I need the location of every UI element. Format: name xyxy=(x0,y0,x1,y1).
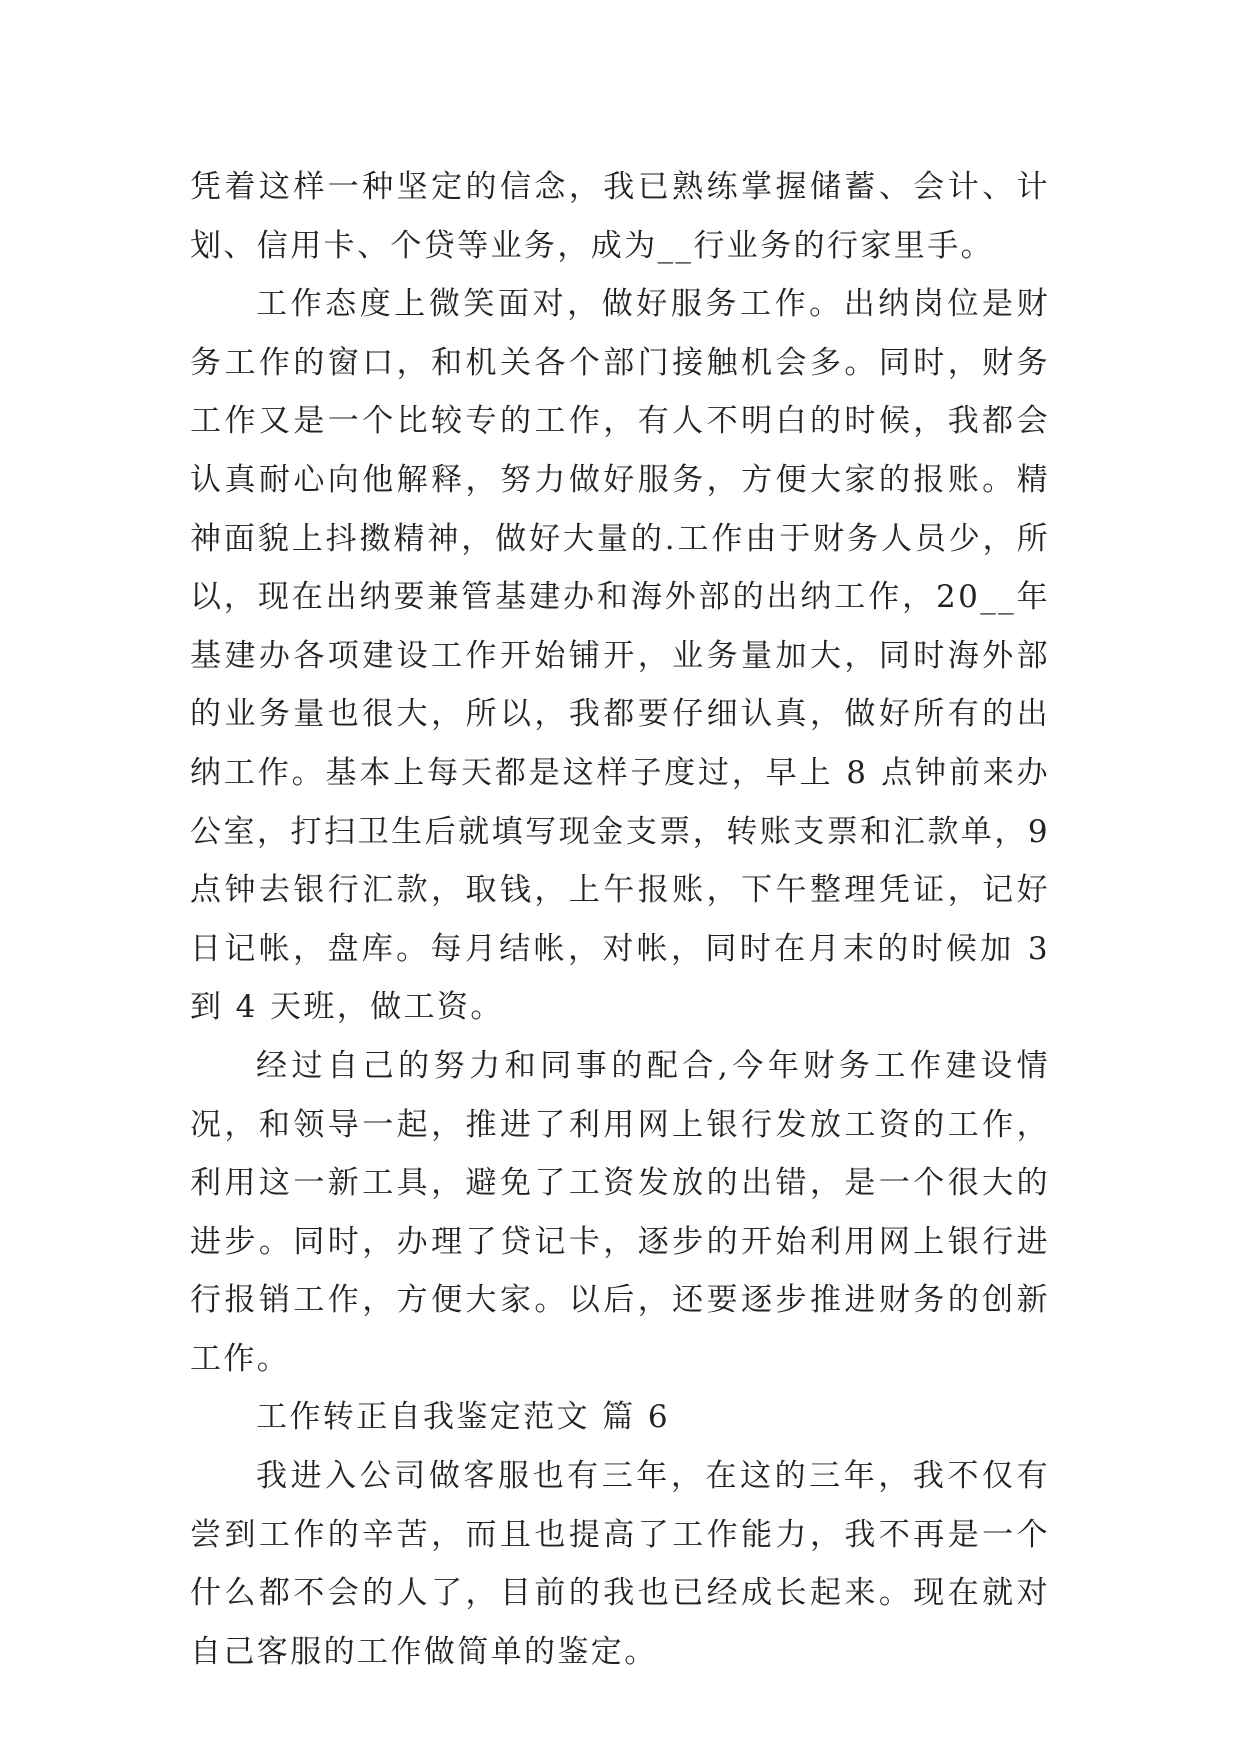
paragraph-customer-service: 我进入公司做客服也有三年，在这的三年，我不仅有尝到工作的辛苦，而且也提高了工作能力，我不再是一个什么都不会的人了，目前的我也已经成长起来。现在就对自己客服的工作做简单的鉴定。 xyxy=(190,1458,1050,1670)
paragraph-continued: 凭着这样一种坚定的信念，我已熟练掌握储蓄、会计、计划、信用卡、个贷等业务，成为__行业务的行家里手。 xyxy=(190,169,1050,264)
paragraph-efforts: 经过自己的努力和同事的配合,今年财务工作建设情况，和领导一起，推进了利用网上银行发放工资的工作，利用这一新工具，避免了工资发放的出错，是一个很大的进步。同时，办理了贷记卡，逐步的开始利用网上银行进行报销工作，方便大家。以后，还要逐步推进财务的创新工作。 xyxy=(190,1047,1050,1377)
section-heading: 工作转正自我鉴定范文 篇 6 xyxy=(256,1399,671,1436)
paragraph-work-attitude: 工作态度上微笑面对，做好服务工作。出纳岗位是财务工作的窗口，和机关各个部门接触机会多。同时，财务工作又是一个比较专的工作，有人不明白的时候，我都会认真耐心向他解释，努力做好服务，方便大家的报账。精神面貌上抖擞精神，做好大量的.工作由于财务人员少，所以，现在出纳要兼管基建办和海外部的出纳工作，20__年基建办各项建设工作开始铺开，业务量加大，同时海外部的业务量也很大，所以，我都要仔细认真，做好所有的出纳工作。基本上每天都是这样子度过，早上 8 点钟前来办公室，打扫卫生后就填写现金支票，转账支票和汇款单，9 点钟去银行汇款，取钱，上午报账，下午整理凭证，记好日记帐，盘库。每月结帐，对帐，同时在月末的时候加 3 到 4 天班，做工资。 xyxy=(190,286,1050,1026)
document-body xyxy=(190,158,1050,1681)
